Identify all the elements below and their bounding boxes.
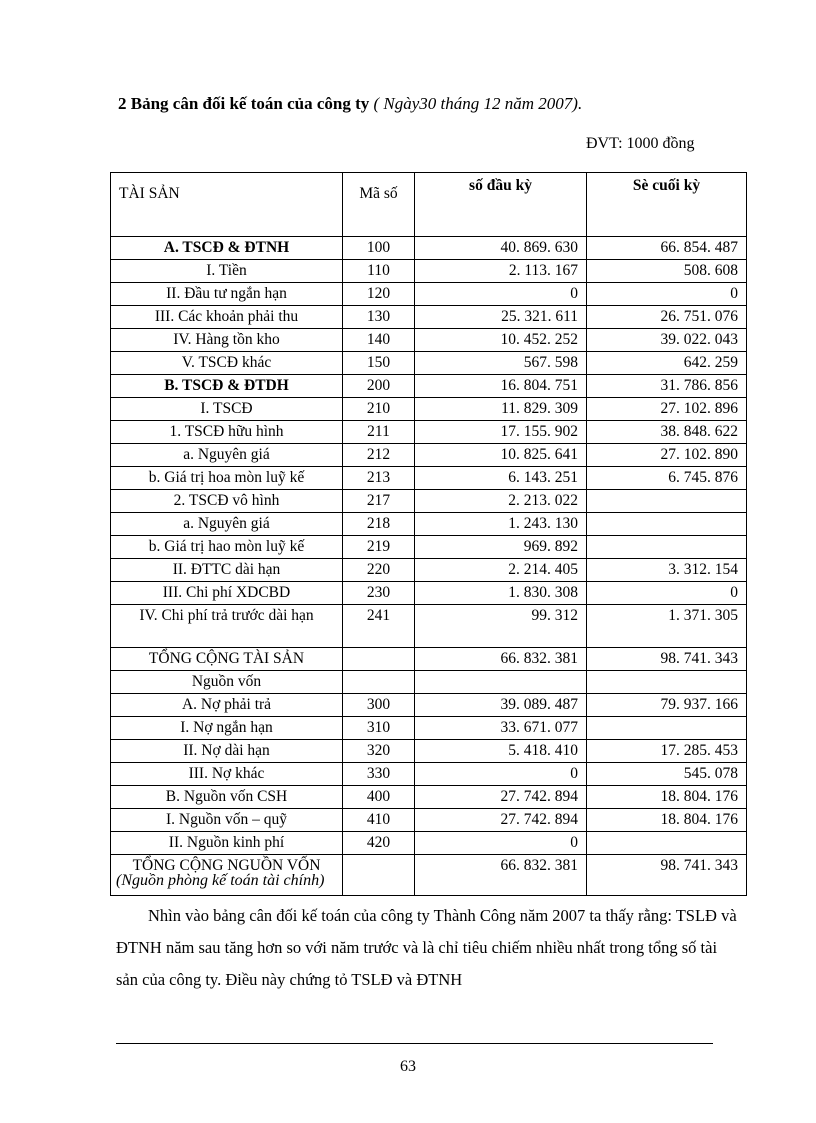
row-name: II. Nguồn kinh phí (111, 832, 343, 855)
row-start-value: 6. 143. 251 (415, 467, 587, 490)
row-end-value: 27. 102. 896 (587, 398, 747, 421)
row-code: 218 (343, 513, 415, 536)
row-code: 210 (343, 398, 415, 421)
row-end-value: 79. 937. 166 (587, 694, 747, 717)
table-row (111, 375, 747, 398)
row-end-value: 3. 312. 154 (587, 559, 747, 582)
row-name: II. Đầu tư ngắn hạn (111, 283, 343, 306)
row-name: III. Chi phí XDCBD (111, 582, 343, 605)
row-code: 140 (343, 329, 415, 352)
row-end-value: 0 (587, 283, 747, 306)
balance-sheet-table (110, 172, 747, 896)
table-row (111, 717, 747, 740)
row-end-value: 27. 102. 890 (587, 444, 747, 467)
row-name: I. Nợ ngắn hạn (111, 717, 343, 740)
row-name: 2. TSCĐ vô hình (111, 490, 343, 513)
row-end-value: 642. 259 (587, 352, 747, 375)
row-name: B. TSCĐ & ĐTDH (111, 375, 343, 398)
row-code: 217 (343, 490, 415, 513)
row-end-value: 545. 078 (587, 763, 747, 786)
row-code: 213 (343, 467, 415, 490)
row-name: II. Nợ dài hạn (111, 740, 343, 763)
header-start: số đầu kỳ (415, 173, 587, 237)
table-row (111, 809, 747, 832)
row-start-value: 1. 243. 130 (415, 513, 587, 536)
row-name: b. Giá trị hao mòn luỹ kế (111, 536, 343, 559)
row-start-value: 27. 742. 894 (415, 809, 587, 832)
row-code: 211 (343, 421, 415, 444)
row-name: IV. Hàng tồn kho (111, 329, 343, 352)
row-name: Nguồn vốn (111, 671, 343, 694)
row-code: 200 (343, 375, 415, 398)
row-end-value: 98. 741. 343 (587, 648, 747, 671)
table-row (111, 467, 747, 490)
row-code: 219 (343, 536, 415, 559)
row-end-value: 1. 371. 305 (587, 605, 747, 648)
row-name: I. TSCĐ (111, 398, 343, 421)
row-end-value: 31. 786. 856 (587, 375, 747, 398)
row-start-value: 969. 892 (415, 536, 587, 559)
row-start-value: 66. 832. 381 (415, 648, 587, 671)
row-start-value: 66. 832. 381 (415, 855, 587, 896)
heading-date: ( Ngày30 tháng 12 năm 2007). (369, 94, 583, 113)
table-row (111, 306, 747, 329)
row-end-value: 38. 848. 622 (587, 421, 747, 444)
row-start-value: 11. 829. 309 (415, 398, 587, 421)
row-code: 230 (343, 582, 415, 605)
row-code (343, 671, 415, 694)
row-end-value: 26. 751. 076 (587, 306, 747, 329)
row-code: 410 (343, 809, 415, 832)
row-name: V. TSCĐ khác (111, 352, 343, 375)
row-code: 110 (343, 260, 415, 283)
row-code (343, 855, 415, 896)
row-end-value (587, 671, 747, 694)
row-start-value: 10. 452. 252 (415, 329, 587, 352)
row-start-value (415, 671, 587, 694)
row-start-value: 0 (415, 832, 587, 855)
table-row (111, 559, 747, 582)
row-end-value: 66. 854. 487 (587, 237, 747, 260)
row-start-value: 17. 155. 902 (415, 421, 587, 444)
footer-rule (116, 1043, 713, 1044)
row-code: 241 (343, 605, 415, 648)
table-row (111, 513, 747, 536)
row-start-value: 5. 418. 410 (415, 740, 587, 763)
row-end-value (587, 513, 747, 536)
row-name: III. Nợ khác (111, 763, 343, 786)
row-start-value: 2. 213. 022 (415, 490, 587, 513)
row-start-value: 16. 804. 751 (415, 375, 587, 398)
row-code: 150 (343, 352, 415, 375)
table-row (111, 283, 747, 306)
row-start-value: 0 (415, 283, 587, 306)
table-row (111, 832, 747, 855)
row-end-value: 98. 741. 343 (587, 855, 747, 896)
page-number: 63 (400, 1058, 416, 1075)
body-paragraph (116, 900, 742, 996)
row-name: A. TSCĐ & ĐTNH (111, 237, 343, 260)
table-row (111, 237, 747, 260)
row-name: a. Nguyên giá (111, 444, 343, 467)
row-start-value: 1. 830. 308 (415, 582, 587, 605)
row-name: TỔNG CỘNG TÀI SẢN (111, 648, 343, 671)
table-row (111, 582, 747, 605)
row-end-value: 0 (587, 582, 747, 605)
row-end-value: 508. 608 (587, 260, 747, 283)
row-name: A. Nợ phải trả (111, 694, 343, 717)
row-code: 310 (343, 717, 415, 740)
row-start-value: 39. 089. 487 (415, 694, 587, 717)
table-row (111, 740, 747, 763)
row-code: 300 (343, 694, 415, 717)
row-start-value: 99. 312 (415, 605, 587, 648)
row-name: a. Nguyên giá (111, 513, 343, 536)
row-start-value: 0 (415, 763, 587, 786)
table-row (111, 605, 747, 648)
table-row (111, 490, 747, 513)
row-code: 212 (343, 444, 415, 467)
row-name: b. Giá trị hoa mòn luỹ kế (111, 467, 343, 490)
table-row (111, 398, 747, 421)
table-row (111, 352, 747, 375)
row-end-value: 17. 285. 453 (587, 740, 747, 763)
table-row (111, 763, 747, 786)
row-end-value (587, 832, 747, 855)
row-end-value: 39. 022. 043 (587, 329, 747, 352)
table-row (111, 444, 747, 467)
row-name: I. Tiền (111, 260, 343, 283)
unit-label: ĐVT: 1000 đồng (586, 135, 695, 152)
table-row (111, 421, 747, 444)
row-name: IV. Chi phí trả trước dài hạn (111, 605, 343, 648)
row-name: III. Các khoản phải thu (111, 306, 343, 329)
table-header-row (111, 173, 747, 237)
row-name: II. ĐTTC dài hạn (111, 559, 343, 582)
table-row (111, 671, 747, 694)
row-code: 420 (343, 832, 415, 855)
paragraph-text: Nhìn vào bảng cân đối kế toán của công ty Thành Công năm 2007 ta thấy rằng: TSLĐ và ĐTNH năm sau tăng hơn so với năm trước và là chỉ tiêu chiếm nhiều nhất trong tổng số tài sản của công ty. Điều này chứng tỏ TSLĐ và ĐTNH (116, 906, 737, 989)
row-code: 400 (343, 786, 415, 809)
table-row (111, 260, 747, 283)
row-end-value (587, 717, 747, 740)
row-name: I. Nguồn vốn – quỹ (111, 809, 343, 832)
table-source-note: (Nguồn phòng kế toán tài chính) (116, 872, 325, 889)
row-code: 220 (343, 559, 415, 582)
row-end-value (587, 490, 747, 513)
row-start-value: 567. 598 (415, 352, 587, 375)
heading-title: 2 Bảng cân đối kế toán của công ty (118, 94, 370, 113)
table-row (111, 648, 747, 671)
table-row (111, 694, 747, 717)
table-row (111, 786, 747, 809)
row-name: B. Nguồn vốn CSH (111, 786, 343, 809)
row-start-value: 10. 825. 641 (415, 444, 587, 467)
row-start-value: 27. 742. 894 (415, 786, 587, 809)
row-name: 1. TSCĐ hữu hình (111, 421, 343, 444)
header-code: Mã số (343, 173, 415, 237)
row-code (343, 648, 415, 671)
row-end-value: 18. 804. 176 (587, 809, 747, 832)
row-name: TỔNG CỘNG NGUỒN VỐN (111, 855, 343, 896)
table-row (111, 329, 747, 352)
row-code: 120 (343, 283, 415, 306)
row-code: 320 (343, 740, 415, 763)
row-start-value: 25. 321. 611 (415, 306, 587, 329)
table-row (111, 536, 747, 559)
row-start-value: 33. 671. 077 (415, 717, 587, 740)
row-end-value: 6. 745. 876 (587, 467, 747, 490)
row-end-value: 18. 804. 176 (587, 786, 747, 809)
row-start-value: 40. 869. 630 (415, 237, 587, 260)
row-end-value (587, 536, 747, 559)
row-code: 330 (343, 763, 415, 786)
row-code: 130 (343, 306, 415, 329)
header-end: Sè cuối kỳ (587, 173, 747, 237)
section-heading (118, 94, 582, 114)
row-start-value: 2. 214. 405 (415, 559, 587, 582)
row-start-value: 2. 113. 167 (415, 260, 587, 283)
row-code: 100 (343, 237, 415, 260)
header-assets: TÀI SẢN (111, 173, 343, 237)
